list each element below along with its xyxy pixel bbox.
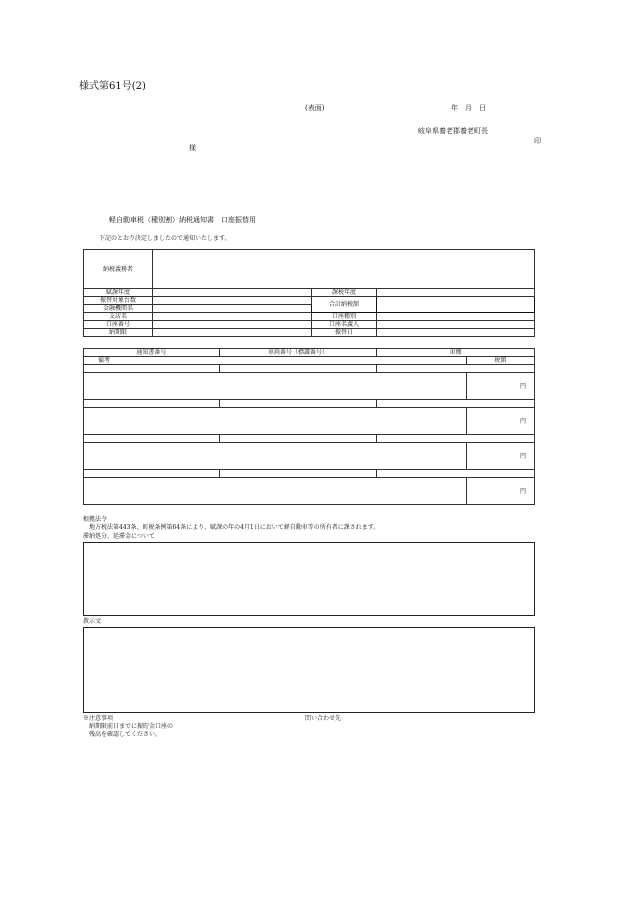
table-cell bbox=[219, 470, 377, 478]
vehicle-count-label: 振替対象台数 bbox=[84, 297, 153, 305]
seal-mark: 印 bbox=[534, 137, 541, 145]
delinquency-title: 滞納処分、延滞金について bbox=[83, 533, 155, 540]
issuer-name: 岐阜県養老郡養老町長 bbox=[418, 127, 488, 135]
vehicle-count-value bbox=[153, 297, 312, 305]
table-cell bbox=[219, 400, 377, 408]
inquiry-label: 問い合わせ先 bbox=[305, 715, 342, 722]
legal-basis-text: 地方税法第443条、町税条例第64条により、賦課の年の4月1日において軽自動車等の所有者に課されます。 bbox=[89, 524, 380, 531]
side-label: (表面) bbox=[305, 104, 325, 112]
intro-text: 下記のとおり決定しましたので通知いたします。 bbox=[99, 235, 231, 242]
table-cell bbox=[219, 365, 377, 373]
notes-line-2: 残高を確認してください。 bbox=[89, 731, 162, 738]
account-number-value bbox=[153, 321, 312, 329]
due-date-label: 納期限 bbox=[84, 329, 153, 337]
table-cell bbox=[219, 435, 377, 443]
form-number: 様式第61号(2) bbox=[79, 81, 146, 92]
tax-year-label: 課税年度 bbox=[312, 289, 377, 297]
table-cell bbox=[377, 470, 535, 478]
remarks-cell bbox=[84, 408, 467, 435]
notes-line-1: 納期限前日までに振貯金口座の bbox=[89, 723, 174, 730]
account-type-value bbox=[377, 313, 535, 321]
tax-year-value bbox=[377, 289, 535, 297]
delinquency-box bbox=[83, 542, 535, 616]
tax-amount-cell: 円 bbox=[467, 408, 535, 435]
vehicle-table bbox=[83, 348, 535, 505]
vehicle-type-header: 車種 bbox=[377, 349, 535, 357]
taxpayer-value bbox=[153, 250, 535, 289]
branch-name-value bbox=[153, 313, 312, 321]
legal-basis-title: 根拠法令 bbox=[83, 516, 108, 523]
transfer-date-value bbox=[377, 329, 535, 337]
branch-name-label: 支店名 bbox=[84, 313, 153, 321]
account-type-label: 口座種別 bbox=[312, 313, 377, 321]
table-cell bbox=[377, 365, 535, 373]
table-cell bbox=[84, 470, 220, 478]
account-number-label: 口座番号 bbox=[84, 321, 153, 329]
instruction-box bbox=[83, 627, 535, 713]
tax-amount-cell: 円 bbox=[467, 443, 535, 470]
document-title: 軽自動車税（種別割）納税通知書 口座振替用 bbox=[109, 216, 256, 224]
taxpayer-label: 納税義務者 bbox=[84, 250, 153, 289]
date-field: 年 月 日 bbox=[451, 104, 486, 112]
remarks-cell bbox=[84, 373, 467, 400]
tax-amount-header: 税額 bbox=[467, 357, 535, 365]
instruction-title: 教示文 bbox=[83, 618, 102, 625]
account-holder-value bbox=[377, 321, 535, 329]
table-cell bbox=[377, 400, 535, 408]
fiscal-year-value bbox=[153, 289, 312, 297]
remarks-cell bbox=[84, 443, 467, 470]
taxpayer-info-table bbox=[83, 249, 535, 337]
account-holder-label: 口座名義人 bbox=[312, 321, 377, 329]
total-tax-label: 合計納税額 bbox=[312, 297, 377, 313]
due-date-value bbox=[153, 329, 312, 337]
table-cell bbox=[84, 400, 220, 408]
transfer-date-label: 振替日 bbox=[312, 329, 377, 337]
notice-number-header: 通知書番号 bbox=[84, 349, 220, 357]
fiscal-year-label: 賦課年度 bbox=[84, 289, 153, 297]
vehicle-number-header: 車両番号（標識番号） bbox=[219, 349, 377, 357]
remarks-cell bbox=[84, 478, 467, 505]
table-cell bbox=[377, 435, 535, 443]
notes-title: ※注意事項 bbox=[83, 715, 114, 722]
bank-name-value bbox=[153, 305, 312, 313]
addressee-suffix: 様 bbox=[189, 144, 196, 152]
remarks-header: 備考 bbox=[84, 357, 467, 365]
bank-name-label: 金融機関名 bbox=[84, 305, 153, 313]
table-cell bbox=[84, 365, 220, 373]
table-cell bbox=[84, 435, 220, 443]
total-tax-value bbox=[377, 297, 535, 313]
tax-amount-cell: 円 bbox=[467, 478, 535, 505]
tax-amount-cell: 円 bbox=[467, 373, 535, 400]
